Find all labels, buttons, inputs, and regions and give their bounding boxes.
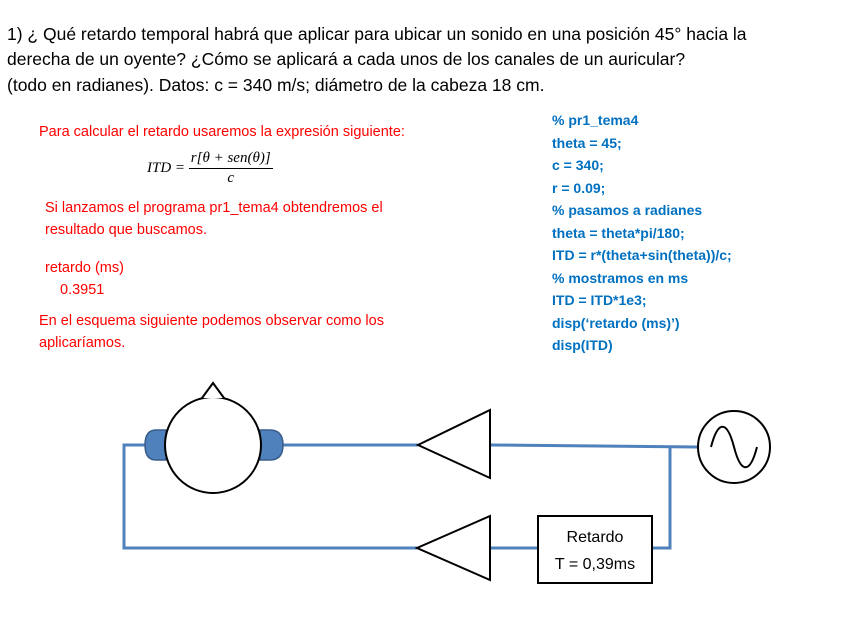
right-earcup [260,430,283,460]
question-line-2: derecha de un oyente? ¿Cómo se aplicará a cada unos de los canales de un auricular? [7,49,686,69]
question-line-1: 1) ¿ Qué retardo temporal habrá que aplicar para ubicar un sonido en una posición 45° hacia la [7,24,747,44]
delay-value: T = 0,39ms [554,556,636,573]
code-line: ITD = r*(theta+sin(theta))/c; [552,247,732,263]
head-circle [165,397,261,493]
code-line: % pr1_tema4 [552,112,639,128]
program-text-1: Si lanzamos el programa pr1_tema4 obtendremos el [45,200,383,216]
code-line: disp(‘retardo (ms)’) [552,314,680,331]
scheme-text-1: En el esquema siguiente podemos observar como los [39,313,384,329]
left-earcup [145,430,166,460]
amplifier-icon-bottom [417,516,490,580]
code-line: theta = 45; [552,134,622,151]
head-icon [145,383,283,493]
result-label: retardo (ms) [45,260,124,276]
delay-label: Retardo [566,529,624,546]
amplifier-icon-top [418,410,490,478]
nose-icon [202,383,224,398]
result-value: 0.3951 [60,282,105,298]
code-line: disp(ITD) [552,337,613,353]
formula-numerator: r[θ + sen(θ)] [189,150,273,169]
formula-denominator: c [227,170,235,186]
formula-lhs: ITD = [147,160,186,176]
code-line: % mostramos en ms [552,269,689,286]
code-line: ITD = ITD*1e3; [552,292,647,308]
intro-text: Para calcular el retardo usaremos la expresión siguiente: [39,124,405,140]
sine-source-icon [698,411,770,483]
code-line: c = 340; [552,157,604,173]
source-to-delay-wire [652,447,670,548]
source-to-amp-wire [490,445,698,447]
code-line: r = 0.09; [552,179,606,196]
question-line-3: (todo en radianes). Datos: c = 340 m/s; diámetro de la cabeza 18 cm. [7,75,545,95]
scheme-text-2: aplicaríamos. [39,335,126,351]
code-line: theta = theta*pi/180; [552,224,685,241]
code-line: % pasamos a radianes [552,202,703,218]
program-text-2: resultado que buscamos. [45,222,208,238]
